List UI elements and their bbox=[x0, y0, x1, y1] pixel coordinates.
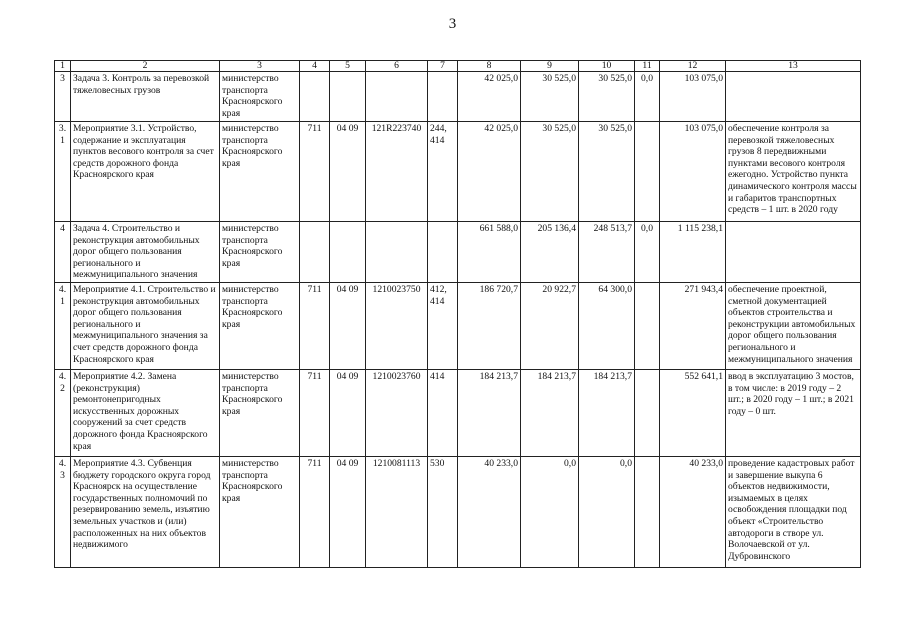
amount-2019-cell: 184 213,7 bbox=[458, 370, 521, 457]
vr-code-cell bbox=[428, 222, 458, 283]
column-header-11: 11 bbox=[635, 61, 660, 72]
amount-extra-cell: 0,0 bbox=[635, 222, 660, 283]
executor-cell: министерство транспорта Красноярского края bbox=[220, 370, 300, 457]
amount-2021-cell: 184 213,7 bbox=[579, 370, 635, 457]
amount-extra-cell bbox=[635, 457, 660, 568]
executor-cell: министерство транспорта Красноярского края bbox=[220, 122, 300, 222]
amount-2020-cell: 30 525,0 bbox=[521, 122, 579, 222]
table-row bbox=[55, 457, 861, 568]
vr-code-cell: 414 bbox=[428, 370, 458, 457]
rzpr-code-cell: 04 09 bbox=[330, 457, 366, 568]
row-number-cell: 4.1 bbox=[55, 283, 71, 370]
row-number-cell: 3 bbox=[55, 72, 71, 122]
header-row bbox=[55, 61, 861, 72]
vr-code-cell: 412, 414 bbox=[428, 283, 458, 370]
grbs-code-cell: 711 bbox=[300, 283, 330, 370]
column-header-6: 6 bbox=[366, 61, 428, 72]
amount-total-cell: 40 233,0 bbox=[660, 457, 726, 568]
column-header-12: 12 bbox=[660, 61, 726, 72]
grbs-code-cell bbox=[300, 72, 330, 122]
amount-2019-cell: 661 588,0 bbox=[458, 222, 521, 283]
table-body bbox=[55, 72, 861, 568]
csr-code-cell bbox=[366, 222, 428, 283]
amount-2019-cell: 40 233,0 bbox=[458, 457, 521, 568]
vr-code-cell: 244, 414 bbox=[428, 122, 458, 222]
grbs-code-cell: 711 bbox=[300, 370, 330, 457]
rzpr-code-cell: 04 09 bbox=[330, 370, 366, 457]
amount-2020-cell: 20 922,7 bbox=[521, 283, 579, 370]
activity-name-cell: Мероприятие 4.3. Субвенция бюджету городского округа город Красноярск на осуществление государственных полномочий по резервированию земель, изъятию земельных участков и (или) расположенных на них объектов недвижимого bbox=[71, 457, 220, 568]
amount-total-cell: 271 943,4 bbox=[660, 283, 726, 370]
table-row bbox=[55, 222, 861, 283]
grbs-code-cell: 711 bbox=[300, 457, 330, 568]
table-row bbox=[55, 283, 861, 370]
rzpr-code-cell: 04 09 bbox=[330, 283, 366, 370]
amount-extra-cell bbox=[635, 370, 660, 457]
executor-cell: министерство транспорта Красноярского края bbox=[220, 222, 300, 283]
page-number: 3 bbox=[448, 16, 457, 32]
column-header-5: 5 bbox=[330, 61, 366, 72]
column-header-7: 7 bbox=[428, 61, 458, 72]
csr-code-cell bbox=[366, 72, 428, 122]
csr-code-cell: 1210023750 bbox=[366, 283, 428, 370]
amount-2019-cell: 186 720,7 bbox=[458, 283, 521, 370]
column-header-9: 9 bbox=[521, 61, 579, 72]
expected-result-cell: обеспечение проектной, сметной документацией объектов строительства и реконструкции автомобильных дорог общего пользования регионального и межмуниципального значения bbox=[726, 283, 861, 370]
csr-code-cell: 121R223740 bbox=[366, 122, 428, 222]
column-header-3: 3 bbox=[220, 61, 300, 72]
amount-extra-cell bbox=[635, 283, 660, 370]
expected-result-cell bbox=[726, 72, 861, 122]
amount-extra-cell bbox=[635, 122, 660, 222]
column-header-13: 13 bbox=[726, 61, 861, 72]
vr-code-cell bbox=[428, 72, 458, 122]
vr-code-cell: 530 bbox=[428, 457, 458, 568]
expected-result-cell: обеспечение контроля за перевозкой тяжеловесных грузов 8 передвижными пунктами весового контроля ежегодно. Устройство пункта динамического контроля массы и габаритов транспортных средств – 1 шт. в 2020 году bbox=[726, 122, 861, 222]
row-number-cell: 4 bbox=[55, 222, 71, 283]
column-header-8: 8 bbox=[458, 61, 521, 72]
csr-code-cell: 1210023760 bbox=[366, 370, 428, 457]
amount-total-cell: 1 115 238,1 bbox=[660, 222, 726, 283]
expected-result-cell: проведение кадастровых работ и завершение выкупа 6 объектов недвижимости, изымаемых в целях освобождения площадки под объект «Строительство автодороги в створе ул. Волочаевской от ул. Дубровинского bbox=[726, 457, 861, 568]
rzpr-code-cell bbox=[330, 222, 366, 283]
executor-cell: министерство транспорта Красноярского края bbox=[220, 457, 300, 568]
amount-2021-cell: 30 525,0 bbox=[579, 72, 635, 122]
executor-cell: министерство транспорта Красноярского края bbox=[220, 72, 300, 122]
row-number-cell: 4.2 bbox=[55, 370, 71, 457]
activity-name-cell: Мероприятие 4.1. Строительство и реконструкция автомобильных дорог общего пользования регионального и межмуниципального значения за счет средств дорожного фонда Красноярского края bbox=[71, 283, 220, 370]
amount-2021-cell: 0,0 bbox=[579, 457, 635, 568]
amount-total-cell: 103 075,0 bbox=[660, 122, 726, 222]
csr-code-cell: 1210081113 bbox=[366, 457, 428, 568]
table-row bbox=[55, 122, 861, 222]
executor-cell: министерство транспорта Красноярского края bbox=[220, 283, 300, 370]
activity-name-cell: Мероприятие 4.2. Замена (реконструкция) ремонтонепригодных искусственных дорожных сооружений за счет средств дорожного фонда Красноярского края bbox=[71, 370, 220, 457]
amount-extra-cell: 0,0 bbox=[635, 72, 660, 122]
row-number-cell: 3.1 bbox=[55, 122, 71, 222]
rzpr-code-cell: 04 09 bbox=[330, 122, 366, 222]
expected-result-cell bbox=[726, 222, 861, 283]
amount-total-cell: 103 075,0 bbox=[660, 72, 726, 122]
amount-2020-cell: 0,0 bbox=[521, 457, 579, 568]
column-header-4: 4 bbox=[300, 61, 330, 72]
row-number-cell: 4.3 bbox=[55, 457, 71, 568]
amount-2020-cell: 205 136,4 bbox=[521, 222, 579, 283]
table-row bbox=[55, 370, 861, 457]
amount-total-cell: 552 641,1 bbox=[660, 370, 726, 457]
expected-result-cell: ввод в эксплуатацию 3 мостов, в том числе: в 2019 году – 2 шт.; в 2020 году – 1 шт.; в 2021 году – 0 шт. bbox=[726, 370, 861, 457]
activity-name-cell: Задача 4. Строительство и реконструкция автомобильных дорог общего пользования регионального и межмуниципального значения bbox=[71, 222, 220, 283]
amount-2019-cell: 42 025,0 bbox=[458, 122, 521, 222]
amount-2019-cell: 42 025,0 bbox=[458, 72, 521, 122]
activity-name-cell: Мероприятие 3.1. Устройство, содержание и эксплуатация пунктов весового контроля за счет средств дорожного фонда Красноярского края bbox=[71, 122, 220, 222]
grbs-code-cell: 711 bbox=[300, 122, 330, 222]
rzpr-code-cell bbox=[330, 72, 366, 122]
column-header-10: 10 bbox=[579, 61, 635, 72]
amount-2021-cell: 64 300,0 bbox=[579, 283, 635, 370]
amount-2021-cell: 30 525,0 bbox=[579, 122, 635, 222]
column-header-2: 2 bbox=[71, 61, 220, 72]
amount-2020-cell: 30 525,0 bbox=[521, 72, 579, 122]
program-activities-table bbox=[54, 60, 861, 568]
amount-2021-cell: 248 513,7 bbox=[579, 222, 635, 283]
table-row bbox=[55, 72, 861, 122]
grbs-code-cell bbox=[300, 222, 330, 283]
amount-2020-cell: 184 213,7 bbox=[521, 370, 579, 457]
activity-name-cell: Задача 3. Контроль за перевозкой тяжеловесных грузов bbox=[71, 72, 220, 122]
column-header-1: 1 bbox=[55, 61, 71, 72]
